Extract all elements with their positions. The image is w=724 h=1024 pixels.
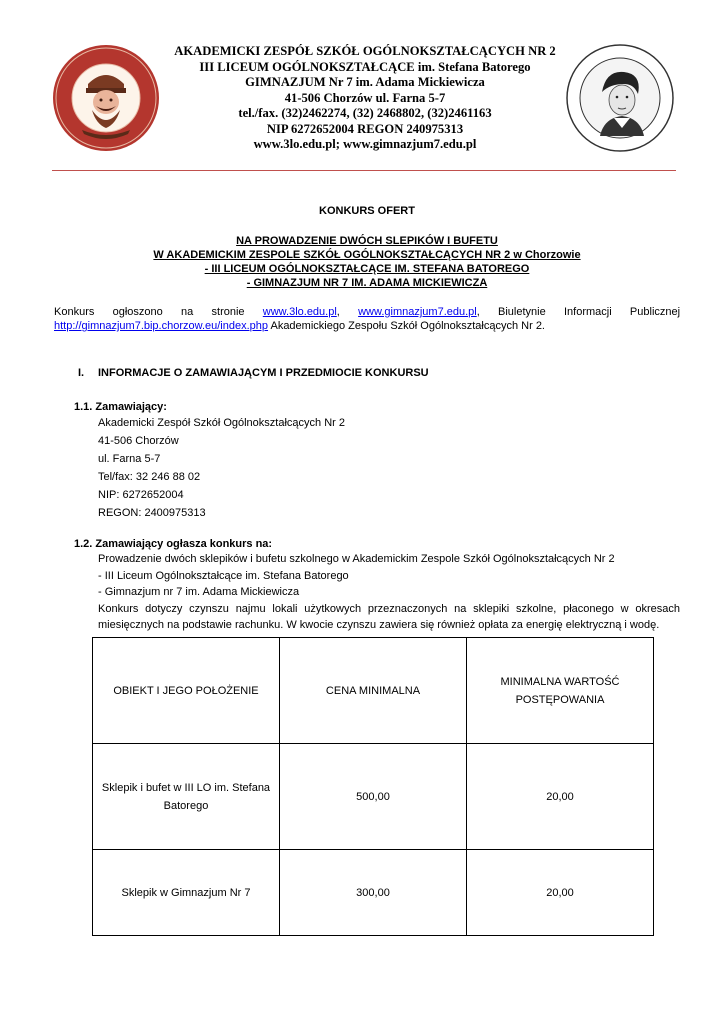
header-line-3: GIMNAZJUM Nr 7 im. Adama Mickiewicza bbox=[245, 75, 485, 89]
section-1-2-heading: 1.2. Zamawiający ogłasza konkurs na: bbox=[74, 538, 273, 550]
school-seal-logo-right bbox=[566, 44, 674, 152]
table-cell: 20,00 bbox=[467, 850, 654, 936]
subtitle-line-4: - GIMNAZJUM NR 7 IM. ADAMA MICKIEWICZA bbox=[246, 277, 488, 289]
header-line-1: AKADEMICKI ZESPÓŁ SZKÓŁ OGÓLNOKSZTAŁCĄCYCH NR 2 bbox=[174, 44, 556, 58]
subject-paragraph-line-1: Konkurs dotyczy czynszu najmu lokali użytkowych przeznaczonych na sklepiki szkolne, płaconego w okresach bbox=[98, 602, 680, 615]
school-seal-logo-left bbox=[52, 44, 160, 152]
contractor-line: Akademicki Zespół Szkół Ogólnokształcących Nr 2 bbox=[98, 417, 345, 429]
link-bip[interactable]: http://gimnazjum7.bip.chorzow.eu/index.php bbox=[54, 320, 269, 332]
intro-tail: Akademickiego Zespołu Szkół Ogólnokształcących Nr 2. bbox=[268, 320, 545, 332]
intro-word: Publicznej bbox=[629, 306, 681, 318]
header-line-5: tel./fax. (32)2462274, (32) 2468802, (32)2461163 bbox=[238, 106, 492, 120]
intro-line-2 bbox=[54, 319, 680, 333]
intro-word: ogłoszono bbox=[112, 306, 163, 318]
section-1-1 bbox=[74, 400, 674, 522]
intro-line-1 bbox=[54, 305, 680, 319]
section-1-heading bbox=[78, 366, 678, 380]
contractor-line: Tel/fax: 32 246 88 02 bbox=[98, 471, 201, 483]
intro-word: stronie bbox=[211, 306, 245, 318]
link-gimnazjum7[interactable]: www.gimnazjum7.edu.pl bbox=[358, 306, 477, 318]
letterhead bbox=[0, 0, 724, 172]
table-cell: Sklepik i bufet w III LO im. Stefana Batorego bbox=[93, 744, 280, 850]
subtitle-line-1: NA PROWADZENIE DWÓCH SLEPIKÓW I BUFETU bbox=[236, 235, 498, 247]
header-line-7: www.3lo.edu.pl; www.gimnazjum7.edu.pl bbox=[253, 137, 477, 151]
contractor-line: 41-506 Chorzów bbox=[98, 435, 179, 447]
table-cell: 500,00 bbox=[280, 744, 467, 850]
subject-line: Prowadzenie dwóch sklepików i bufetu szkolnego w Akademickim Zespole Szkół Ogólnokształcących Nr 2 bbox=[98, 553, 615, 565]
intro-word: Informacji bbox=[563, 306, 612, 318]
header-divider bbox=[52, 170, 676, 171]
subtitle-line-2: W AKADEMICKIM ZESPOLE SZKÓŁ OGÓLNOKSZTAŁCĄCYCH NR 2 w Chorzowie bbox=[153, 249, 581, 261]
table-cell: 20,00 bbox=[467, 744, 654, 850]
section-1-2 bbox=[74, 537, 680, 634]
school-header-text bbox=[170, 44, 560, 153]
intro-word: Konkurs bbox=[54, 306, 95, 318]
subtitle-line-3: - III LICEUM OGÓLNOKSZTAŁCĄCE IM. STEFANA BATOREGO bbox=[204, 263, 530, 275]
offer-table bbox=[92, 637, 654, 936]
section-1-1-heading: 1.1. Zamawiający: bbox=[74, 401, 167, 413]
header-line-4: 41-506 Chorzów ul. Farna 5-7 bbox=[284, 90, 446, 105]
intro-word: , Biuletynie bbox=[476, 306, 546, 318]
link-3lo[interactable]: www.3lo.edu.pl bbox=[262, 306, 337, 318]
table-cell: 300,00 bbox=[280, 850, 467, 936]
header-line-6: NIP 6272652004 REGON 240975313 bbox=[266, 121, 464, 136]
contractor-details bbox=[74, 414, 674, 522]
contest-title: KONKURS OFERT bbox=[319, 205, 415, 217]
subject-paragraph-line-2: miesięcznych na podstawie rachunku. W kwocie czynszu zawiera się również opłata za energię elektryczną i wodę. bbox=[98, 619, 660, 631]
subject-line: - III Liceum Ogólnokształcące im. Stefana Batorego bbox=[98, 569, 349, 582]
intro-comma: , bbox=[336, 306, 340, 318]
contractor-line: REGON: 2400975313 bbox=[98, 507, 206, 519]
contractor-line: NIP: 6272652004 bbox=[98, 489, 184, 501]
subject-details bbox=[74, 551, 680, 634]
table-header-row bbox=[93, 638, 654, 744]
contractor-line: ul. Farna 5-7 bbox=[98, 453, 161, 465]
intro-word: na bbox=[181, 306, 194, 318]
table-cell: Sklepik w Gimnazjum Nr 7 bbox=[93, 850, 280, 936]
subject-line: - Gimnazjum nr 7 im. Adama Mickiewicza bbox=[98, 586, 300, 598]
table-row bbox=[93, 850, 654, 936]
section-1-number: I. bbox=[78, 367, 85, 379]
table-header-cell: MINIMALNA WARTOŚĆ POSTĘPOWANIA bbox=[467, 638, 654, 744]
header-line-2: III LICEUM OGÓLNOKSZTAŁCĄCE im. Stefana Batorego bbox=[199, 59, 531, 74]
table-header-cell: OBIEKT I JEGO POŁOŻENIE bbox=[93, 638, 280, 744]
table-row bbox=[93, 744, 654, 850]
intro-paragraph bbox=[54, 305, 680, 333]
section-1-title: INFORMACJE O ZAMAWIAJĄCYM I PRZEDMIOCIE KONKURSU bbox=[98, 367, 429, 379]
contest-subtitle bbox=[54, 234, 680, 290]
table-header-cell: CENA MINIMALNA bbox=[280, 638, 467, 744]
